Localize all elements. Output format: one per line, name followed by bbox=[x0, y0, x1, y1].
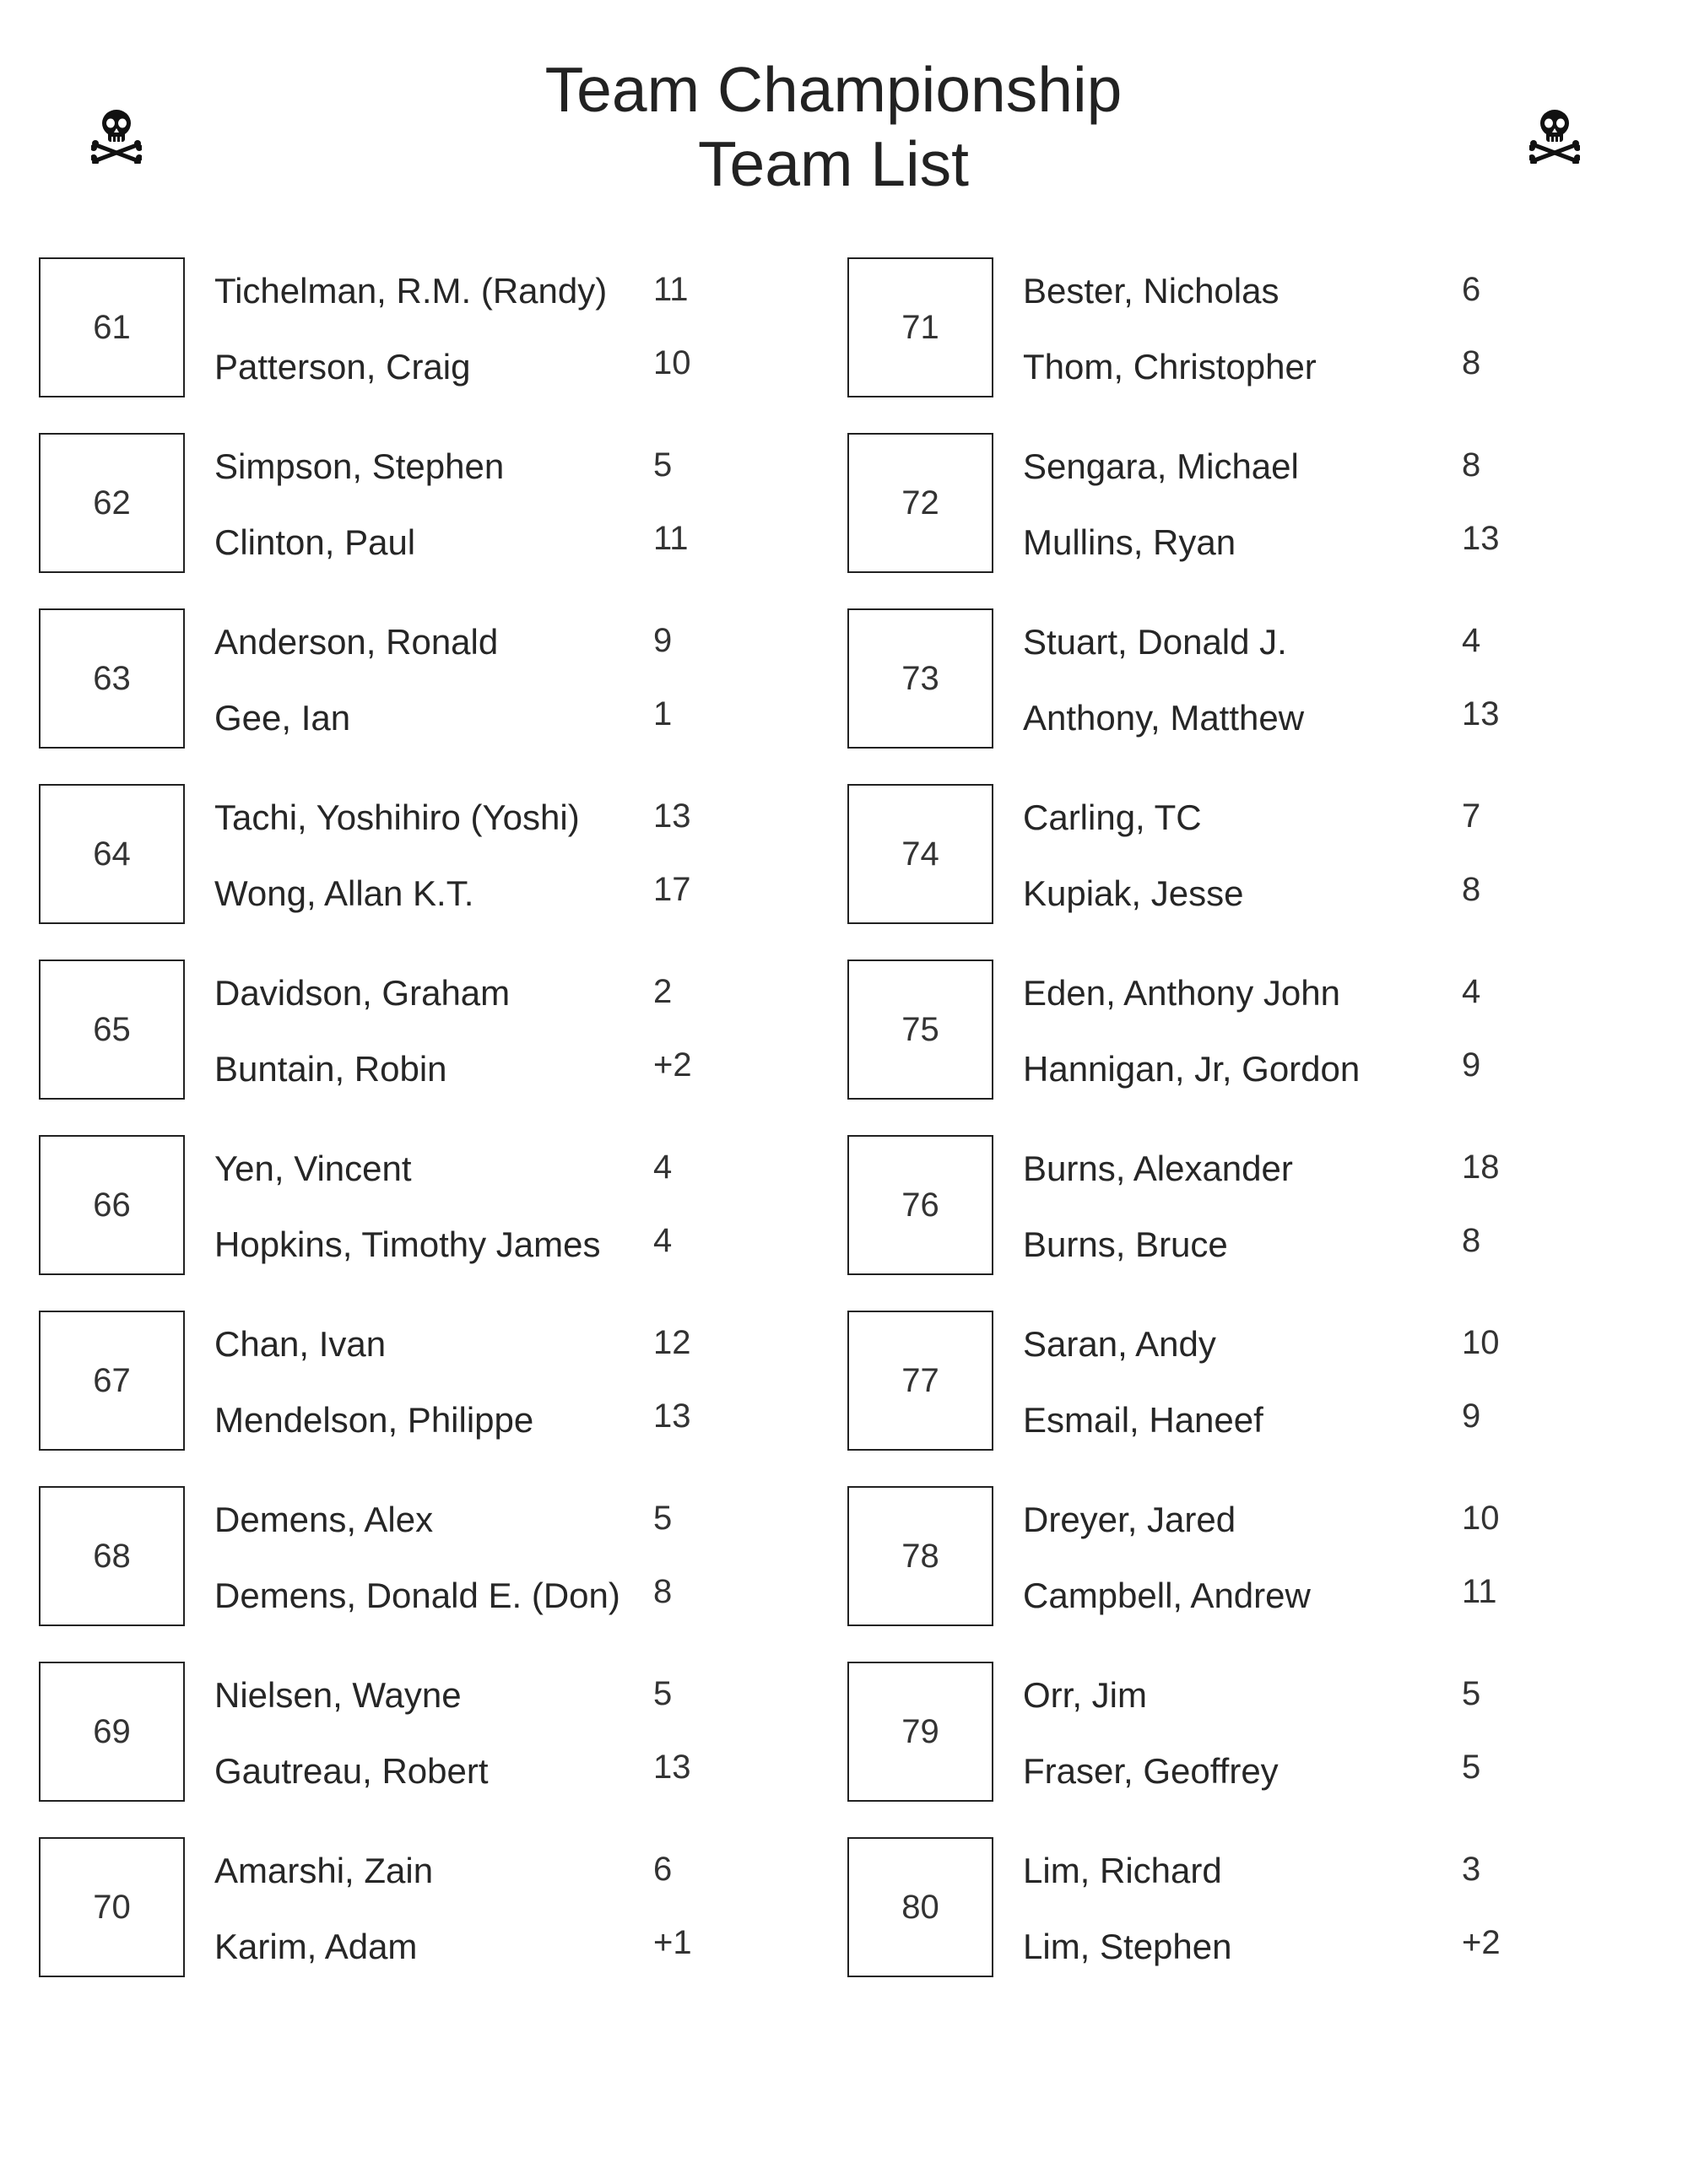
team-card bbox=[39, 433, 832, 576]
player-handicap: +1 bbox=[653, 1924, 692, 1961]
player-name: Chan, Ivan bbox=[214, 1324, 387, 1364]
player-name: Lim, Richard bbox=[1023, 1851, 1222, 1890]
team-card bbox=[847, 1837, 1641, 1981]
player-handicap: 13 bbox=[653, 797, 691, 835]
team-number: 75 bbox=[847, 960, 993, 1100]
player-name: Lim, Stephen bbox=[1023, 1927, 1232, 1966]
player-handicap: 8 bbox=[1462, 446, 1481, 484]
team-number: 62 bbox=[39, 433, 185, 573]
player-handicap: 6 bbox=[1462, 271, 1481, 308]
team-number: 61 bbox=[39, 257, 185, 397]
player-handicap: 13 bbox=[653, 1749, 691, 1786]
player-name: Kupiak, Jesse bbox=[1023, 873, 1244, 913]
player-name: Nielsen, Wayne bbox=[214, 1675, 462, 1715]
team-card bbox=[39, 1662, 832, 1805]
team-number: 63 bbox=[39, 608, 185, 749]
team-number: 78 bbox=[847, 1486, 993, 1626]
player-handicap: 11 bbox=[1462, 1573, 1497, 1610]
player-name: Carling, TC bbox=[1023, 797, 1202, 837]
player-name: Thom, Christopher bbox=[1023, 347, 1317, 387]
team-number: 80 bbox=[847, 1837, 993, 1977]
team-number: 71 bbox=[847, 257, 993, 397]
team-number: 79 bbox=[847, 1662, 993, 1802]
player-handicap: 6 bbox=[653, 1851, 673, 1888]
player-name: Demens, Donald E. (Don) bbox=[214, 1576, 620, 1615]
player-handicap: 10 bbox=[653, 344, 691, 381]
player-name: Tichelman, R.M. (Randy) bbox=[214, 271, 608, 311]
player-handicap: 9 bbox=[1462, 1046, 1481, 1084]
player-handicap: 11 bbox=[653, 271, 689, 308]
player-handicap: 18 bbox=[1462, 1149, 1500, 1186]
player-handicap: 8 bbox=[653, 1573, 673, 1610]
team-card bbox=[847, 1311, 1641, 1454]
player-name: Clinton, Paul bbox=[214, 522, 416, 562]
player-name: Amarshi, Zain bbox=[214, 1851, 434, 1890]
player-handicap: 4 bbox=[1462, 622, 1481, 659]
player-name: Tachi, Yoshihiro (Yoshi) bbox=[214, 797, 580, 837]
team-number: 76 bbox=[847, 1135, 993, 1275]
player-handicap: 9 bbox=[1462, 1397, 1481, 1435]
player-name: Burns, Bruce bbox=[1023, 1224, 1228, 1264]
team-card bbox=[847, 960, 1641, 1103]
player-name: Karim, Adam bbox=[214, 1927, 418, 1966]
player-handicap: 2 bbox=[653, 973, 673, 1010]
player-handicap: 8 bbox=[1462, 344, 1481, 381]
page-title: Team Championship bbox=[544, 54, 1123, 125]
team-card bbox=[847, 1662, 1641, 1805]
player-name: Eden, Anthony John bbox=[1023, 973, 1340, 1013]
player-name: Fraser, Geoffrey bbox=[1023, 1751, 1279, 1791]
team-card bbox=[39, 1135, 832, 1279]
team-card bbox=[39, 257, 832, 401]
team-card bbox=[847, 257, 1641, 401]
team-number: 65 bbox=[39, 960, 185, 1100]
player-name: Anderson, Ronald bbox=[214, 622, 499, 662]
player-name: Burns, Alexander bbox=[1023, 1149, 1293, 1188]
player-handicap: 8 bbox=[1462, 1222, 1481, 1259]
player-name: Wong, Allan K.T. bbox=[214, 873, 474, 913]
team-card bbox=[847, 433, 1641, 576]
player-handicap: 12 bbox=[653, 1324, 691, 1361]
player-handicap: 5 bbox=[653, 1500, 673, 1537]
player-handicap: 10 bbox=[1462, 1324, 1500, 1361]
player-handicap: 13 bbox=[1462, 695, 1500, 733]
team-card bbox=[847, 1486, 1641, 1630]
player-name: Demens, Alex bbox=[214, 1500, 434, 1539]
player-handicap: 3 bbox=[1462, 1851, 1481, 1888]
player-name: Mendelson, Philippe bbox=[214, 1400, 534, 1440]
player-handicap: 5 bbox=[653, 1675, 673, 1712]
team-number: 67 bbox=[39, 1311, 185, 1451]
team-number: 70 bbox=[39, 1837, 185, 1977]
team-number: 72 bbox=[847, 433, 993, 573]
player-name: Gautreau, Robert bbox=[214, 1751, 489, 1791]
player-handicap: 7 bbox=[1462, 797, 1481, 835]
player-handicap: 10 bbox=[1462, 1500, 1500, 1537]
team-card bbox=[39, 1837, 832, 1981]
player-name: Campbell, Andrew bbox=[1023, 1576, 1311, 1615]
player-name: Anthony, Matthew bbox=[1023, 698, 1305, 738]
player-handicap: 5 bbox=[1462, 1675, 1481, 1712]
player-handicap: 13 bbox=[1462, 520, 1500, 557]
team-number: 73 bbox=[847, 608, 993, 749]
player-handicap: 4 bbox=[1462, 973, 1481, 1010]
player-name: Hannigan, Jr, Gordon bbox=[1023, 1049, 1361, 1089]
team-card bbox=[847, 1135, 1641, 1279]
team-card bbox=[847, 608, 1641, 752]
team-card bbox=[39, 1486, 832, 1630]
team-card bbox=[39, 960, 832, 1103]
player-name: Sengara, Michael bbox=[1023, 446, 1299, 486]
player-handicap: +2 bbox=[1462, 1924, 1501, 1961]
player-name: Hopkins, Timothy James bbox=[214, 1224, 601, 1264]
player-name: Saran, Andy bbox=[1023, 1324, 1216, 1364]
player-handicap: 11 bbox=[653, 520, 689, 557]
team-number: 77 bbox=[847, 1311, 993, 1451]
player-handicap: 4 bbox=[653, 1149, 673, 1186]
player-handicap: 4 bbox=[653, 1222, 673, 1259]
player-name: Stuart, Donald J. bbox=[1023, 622, 1287, 662]
player-handicap: 5 bbox=[1462, 1749, 1481, 1786]
player-name: Patterson, Craig bbox=[214, 347, 471, 387]
team-number: 74 bbox=[847, 784, 993, 924]
player-handicap: 5 bbox=[653, 446, 673, 484]
player-handicap: 17 bbox=[653, 871, 691, 908]
team-number: 69 bbox=[39, 1662, 185, 1802]
player-handicap: 13 bbox=[653, 1397, 691, 1435]
player-handicap: 9 bbox=[653, 622, 673, 659]
player-name: Buntain, Robin bbox=[214, 1049, 447, 1089]
player-name: Davidson, Graham bbox=[214, 973, 511, 1013]
player-name: Gee, Ian bbox=[214, 698, 351, 738]
player-name: Esmail, Haneef bbox=[1023, 1400, 1263, 1440]
team-card bbox=[39, 608, 832, 752]
player-handicap: 8 bbox=[1462, 871, 1481, 908]
player-name: Dreyer, Jared bbox=[1023, 1500, 1236, 1539]
player-handicap: 1 bbox=[653, 695, 673, 733]
team-card bbox=[847, 784, 1641, 927]
player-handicap: +2 bbox=[653, 1046, 692, 1084]
player-name: Orr, Jim bbox=[1023, 1675, 1147, 1715]
player-name: Bester, Nicholas bbox=[1023, 271, 1280, 311]
team-card bbox=[39, 784, 832, 927]
team-card bbox=[39, 1311, 832, 1454]
team-number: 64 bbox=[39, 784, 185, 924]
player-name: Simpson, Stephen bbox=[214, 446, 505, 486]
player-name: Mullins, Ryan bbox=[1023, 522, 1236, 562]
page-subtitle: Team List bbox=[698, 128, 969, 199]
team-number: 66 bbox=[39, 1135, 185, 1275]
player-name: Yen, Vincent bbox=[214, 1149, 412, 1188]
team-number: 68 bbox=[39, 1486, 185, 1626]
